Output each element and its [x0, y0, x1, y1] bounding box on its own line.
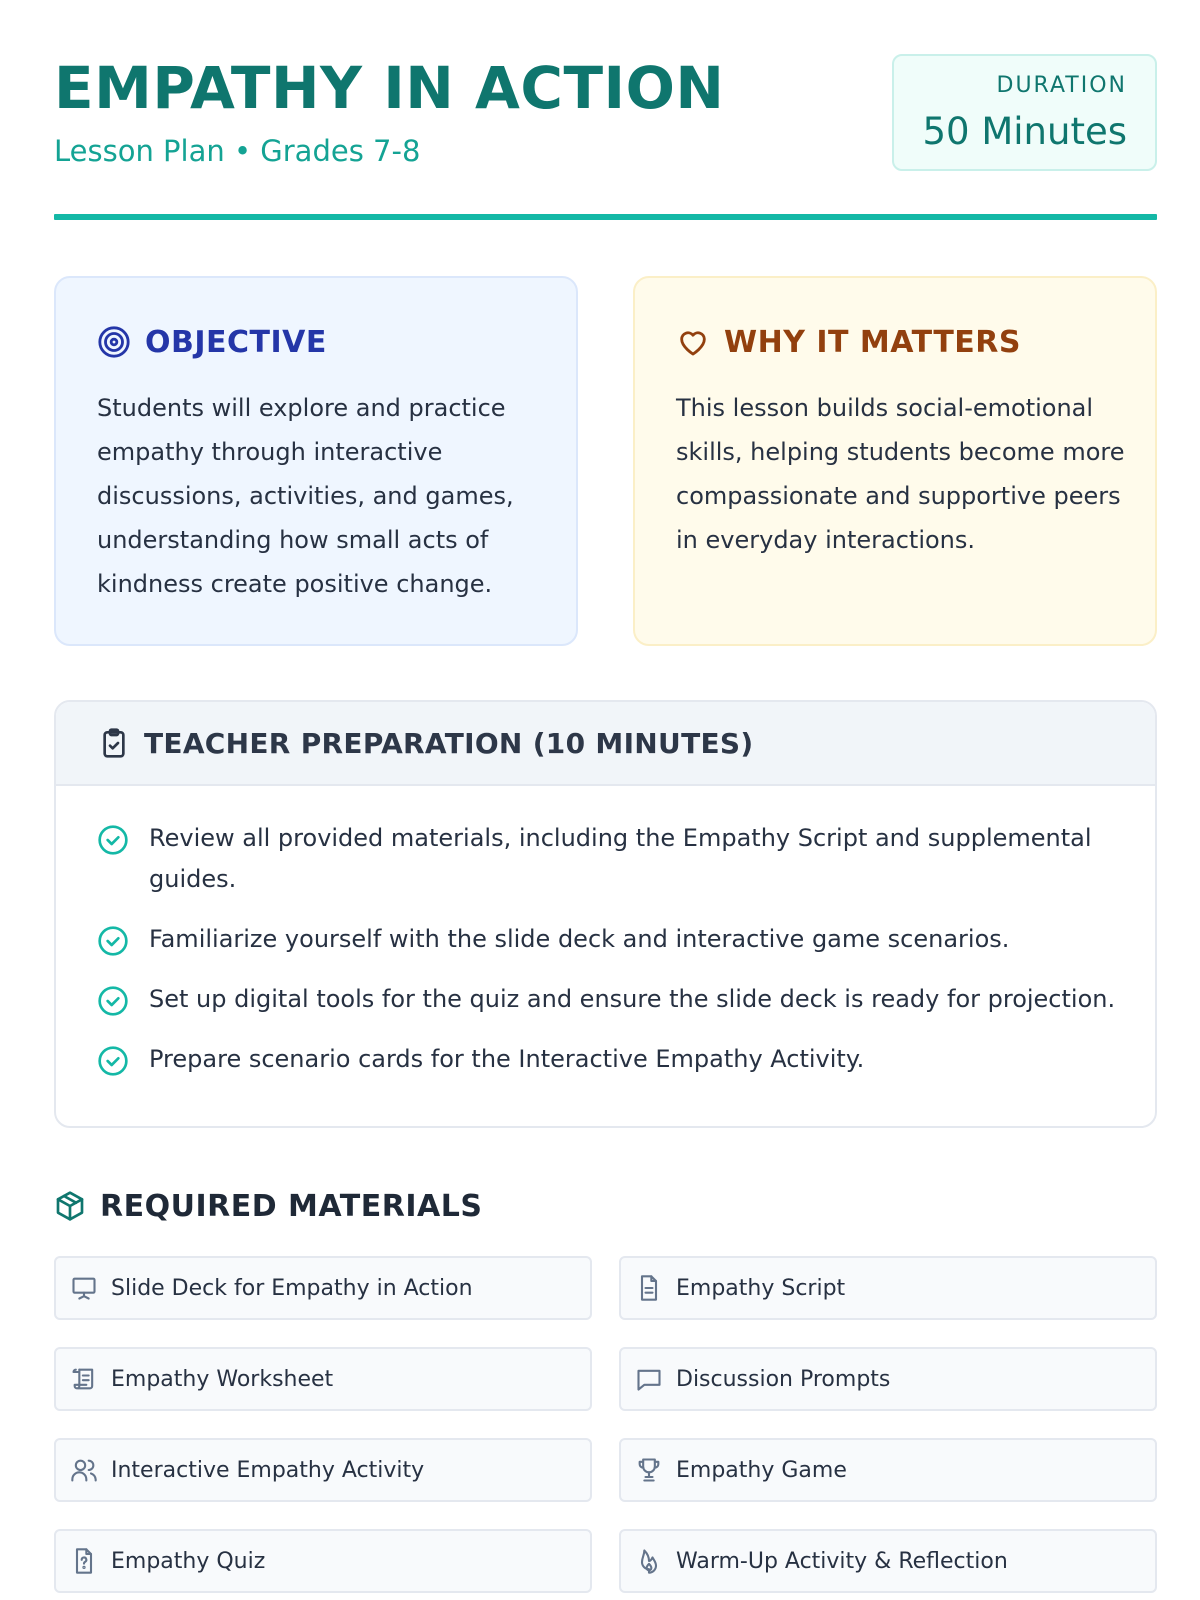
- material-item: [619, 1529, 1157, 1593]
- prep-title: TEACHER PREPARATION (10 MINUTES): [144, 726, 754, 760]
- header-divider: [54, 214, 1157, 220]
- prep-item-text: Prepare scenario cards for the Interactive Empathy Activity.: [149, 1045, 865, 1073]
- presentation-icon: [70, 1274, 98, 1302]
- chat-icon: [635, 1365, 663, 1393]
- header: [54, 52, 1157, 172]
- check-circle-icon: [97, 824, 129, 856]
- prep-item-text: Familiarize yourself with the slide deck and interactive game scenarios.: [149, 925, 1010, 953]
- duration-box: [892, 54, 1157, 171]
- why-text: This lesson builds social-emotional skills, helping students become more compassionate and supportive peers in everyday interactions.: [676, 394, 1125, 554]
- quiz-icon: [70, 1547, 98, 1575]
- objective-header: [97, 322, 546, 362]
- material-label: Empathy Game: [676, 1457, 847, 1483]
- list-item: [97, 818, 1125, 900]
- users-icon: [70, 1456, 98, 1484]
- materials-header: [54, 1186, 482, 1226]
- duration-label: DURATION: [996, 73, 1127, 98]
- scroll-icon: [70, 1365, 98, 1393]
- objective-text: Students will explore and practice empathy through interactive discussions, activities, and games, understanding how small acts of kindness create positive change.: [97, 394, 514, 598]
- flame-icon: [635, 1547, 663, 1575]
- prep-item-text: Review all provided materials, including the Empathy Script and supplemental guides.: [149, 824, 1092, 893]
- page-subtitle: Lesson Plan • Grades 7-8: [54, 134, 421, 168]
- materials-title: REQUIRED MATERIALS: [100, 1188, 483, 1224]
- target-icon: [97, 325, 131, 359]
- package-icon: [54, 1190, 86, 1222]
- material-item: [619, 1256, 1157, 1320]
- why-it-matters-card: [633, 276, 1157, 646]
- material-item: [619, 1347, 1157, 1411]
- material-item: [54, 1438, 592, 1502]
- material-label: Empathy Script: [676, 1275, 846, 1301]
- document-icon: [635, 1274, 663, 1302]
- list-item: [97, 919, 1125, 960]
- material-item: [619, 1438, 1157, 1502]
- prep-header: [56, 702, 1155, 786]
- why-header: [676, 322, 1125, 362]
- heart-icon: [676, 325, 710, 359]
- material-item: [54, 1347, 592, 1411]
- check-circle-icon: [97, 925, 129, 957]
- objective-title: OBJECTIVE: [145, 324, 327, 360]
- why-title: WHY IT MATTERS: [724, 324, 1021, 360]
- material-label: Empathy Worksheet: [111, 1366, 334, 1392]
- teacher-preparation-panel: [54, 700, 1157, 1128]
- trophy-icon: [635, 1456, 663, 1484]
- duration-value: 50 Minutes: [922, 110, 1127, 153]
- check-circle-icon: [97, 1045, 129, 1077]
- material-item: [54, 1256, 592, 1320]
- check-circle-icon: [97, 985, 129, 1017]
- prep-item-text: Set up digital tools for the quiz and ensure the slide deck is ready for projection.: [149, 985, 1116, 1013]
- material-item: [54, 1529, 592, 1593]
- list-item: [97, 1039, 1125, 1080]
- material-label: Interactive Empathy Activity: [111, 1457, 425, 1483]
- objective-card: [54, 276, 578, 646]
- page-title: EMPATHY IN ACTION: [54, 54, 725, 122]
- prep-list: [56, 786, 1155, 1080]
- material-label: Empathy Quiz: [111, 1548, 266, 1574]
- material-label: Warm-Up Activity & Reflection: [676, 1548, 1008, 1574]
- list-item: [97, 979, 1125, 1020]
- material-label: Discussion Prompts: [676, 1366, 891, 1392]
- lesson-plan-page: [54, 0, 1157, 1600]
- material-label: Slide Deck for Empathy in Action: [111, 1275, 473, 1301]
- clipboard-check-icon: [98, 726, 130, 760]
